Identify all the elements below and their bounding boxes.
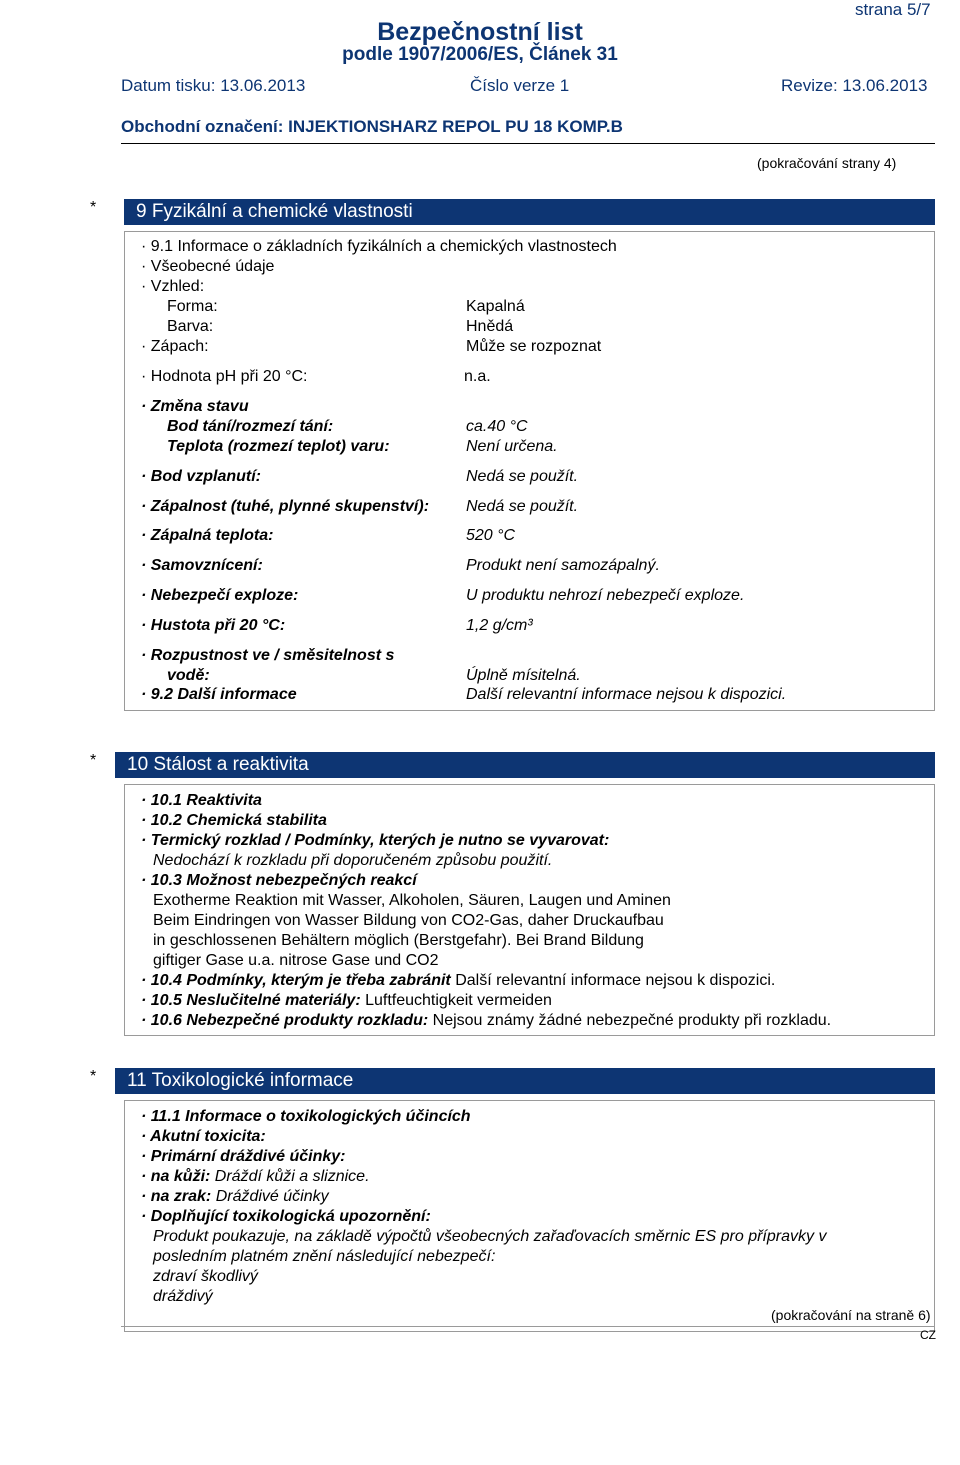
language-code: CZ xyxy=(920,1328,936,1342)
s11-primary: · Primární dráždivé účinky: xyxy=(141,1148,346,1165)
s9-ph-value: n.a. xyxy=(464,368,491,385)
s11-additional-line-1: Produkt poukazuje, na základě výpočtů všeobecných zařaďovacích směrnic ES pro přípravky v xyxy=(153,1228,827,1245)
s10-products xyxy=(141,1012,831,1030)
version-number: Číslo verze 1 xyxy=(470,76,570,95)
header-divider xyxy=(121,143,935,144)
s10-incompatible-value: Luftfeuchtigkeit vermeiden xyxy=(360,992,552,1009)
s9-general: · Všeobecné údaje xyxy=(141,258,275,275)
s11-eyes-label: · na zrak: xyxy=(141,1188,212,1205)
s11-skin xyxy=(141,1168,370,1186)
document-title: Bezpečnostní list xyxy=(377,18,583,46)
document-subtitle: podle 1907/2006/ES, Článek 31 xyxy=(342,44,618,65)
s9-boiling-value: Není určena. xyxy=(466,438,558,455)
s9-flash-value: Nedá se použít. xyxy=(466,468,579,485)
s9-boiling-label: Teplota (rozmezí teplot) varu: xyxy=(167,438,390,455)
s11-harmful: zdraví škodlivý xyxy=(153,1268,258,1285)
revision-marker: * xyxy=(90,199,97,216)
s9-water-value: Úplně mísitelná. xyxy=(466,667,581,684)
s9-other-value: Další relevantní informace nejsou k dispozici. xyxy=(466,686,787,703)
revision-marker-10: * xyxy=(90,752,97,769)
s9-odor-value: Může se rozpoznat xyxy=(466,338,602,355)
s9-ignition-value: 520 °C xyxy=(466,527,516,544)
s9-solubility-label: · Rozpustnost ve / směsitelnost s xyxy=(141,647,395,664)
s11-skin-label: · na kůži: xyxy=(141,1168,211,1185)
s10-products-label: · 10.6 Nebezpečné produkty rozkladu: xyxy=(141,1012,429,1029)
s10-decomposition-text: Nedochází k rozkladu při doporučeném způsobu použití. xyxy=(153,852,553,869)
s10-conditions xyxy=(141,972,775,990)
s10-conditions-value: Další relevantní informace nejsou k dispozici. xyxy=(450,972,776,989)
s9-density-value: 1,2 g/cm³ xyxy=(466,617,533,634)
s11-skin-value: Dráždí kůži a sliznice. xyxy=(210,1168,370,1185)
s10-reactions-line-1: Exotherme Reaktion mit Wasser, Alkoholen, Säuren, Laugen und Aminen xyxy=(153,892,671,909)
s9-selfign-value: Produkt není samozápalný. xyxy=(466,557,660,574)
s9-flammability-value: Nedá se použít. xyxy=(466,498,579,515)
s11-eyes-value: Dráždivé účinky xyxy=(211,1188,329,1205)
revision-date: Revize: 13.06.2013 xyxy=(781,76,928,95)
s10-products-value: Nejsou známy žádné nebezpečné produkty při rozkladu. xyxy=(428,1012,832,1029)
revision-marker-11: * xyxy=(90,1068,97,1085)
s10-reactions-line-4: giftiger Gase u.a. nitrose Gase und CO2 xyxy=(153,952,439,969)
s11-additional: · Doplňující toxikologická upozornění: xyxy=(141,1208,431,1225)
section-10-heading xyxy=(115,752,935,778)
s9-form-value: Kapalná xyxy=(466,298,525,315)
s11-acute: · Akutní toxicita: xyxy=(141,1128,266,1145)
s10-reactivity: · 10.1 Reaktivita xyxy=(141,792,262,809)
s9-color-value: Hnědá xyxy=(466,318,514,335)
s9-water-label: vodě: xyxy=(167,667,210,684)
s9-melting-value: ca.40 °C xyxy=(466,418,528,435)
s9-color-label: Barva: xyxy=(167,318,214,335)
s9-flammability-label: · Zápalnost (tuhé, plynné skupenství): xyxy=(141,498,430,515)
s9-ph-label: · Hodnota pH při 20 °C: xyxy=(141,368,308,385)
s9-form-label: Forma: xyxy=(167,298,218,315)
print-date: Datum tisku: 13.06.2013 xyxy=(121,76,306,95)
s10-incompatible-label: · 10.5 Neslučitelné materiály: xyxy=(141,992,361,1009)
s9-flash-label: · Bod vzplanutí: xyxy=(141,468,261,485)
s9-state-change: · Změna stavu xyxy=(141,398,249,415)
s9-other-label: · 9.2 Další informace xyxy=(141,686,297,703)
s9-heading-91: · 9.1 Informace o základních fyzikálních a chemických vlastnostech xyxy=(141,238,617,255)
s10-reactions-line-2: Beim Eindringen von Wasser Bildung von CO2-Gas, daher Druckaufbau xyxy=(153,912,664,929)
s11-toxic-info: · 11.1 Informace o toxikologických účincích xyxy=(141,1108,471,1125)
section-11-heading xyxy=(115,1068,935,1094)
continued-to: (pokračování na straně 6) xyxy=(771,1307,931,1323)
section-11-title: 11 Toxikologické informace xyxy=(127,1070,354,1091)
section-9-heading xyxy=(124,199,935,225)
s9-melting-label: Bod tání/rozmezí tání: xyxy=(167,418,334,435)
s9-explosion-value: U produktu nehrozí nebezpečí exploze. xyxy=(466,587,745,604)
s10-conditions-label: · 10.4 Podmínky, kterým je třeba zabránit xyxy=(141,972,451,989)
s11-eyes xyxy=(141,1188,329,1206)
s9-density-label: · Hustota při 20 °C: xyxy=(141,617,286,634)
s9-appearance: · Vzhled: xyxy=(141,278,205,295)
continued-from: (pokračování strany 4) xyxy=(757,155,897,171)
s10-stability: · 10.2 Chemická stabilita xyxy=(141,812,327,829)
s11-irritant: dráždivý xyxy=(153,1288,213,1305)
trade-name: Obchodní označení: INJEKTIONSHARZ REPOL PU 18 KOMP.B xyxy=(121,117,623,136)
section-10-title: 10 Stálost a reaktivita xyxy=(127,754,309,775)
s9-ignition-label: · Zápalná teplota: xyxy=(141,527,274,544)
s11-additional-line-2: posledním platném znění následující nebezpečí: xyxy=(153,1248,496,1265)
s10-hazardous-reactions: · 10.3 Možnost nebezpečných reakcí xyxy=(141,872,417,889)
s9-selfign-label: · Samovznícení: xyxy=(141,557,263,574)
s9-odor-label: · Zápach: xyxy=(141,338,209,355)
s10-decomposition: · Termický rozklad / Podmínky, kterých je nutno se vyvarovat: xyxy=(141,832,610,849)
s10-reactions-line-3: in geschlossenen Behältern möglich (Berstgefahr). Bei Brand Bildung xyxy=(153,932,644,949)
s10-incompatible xyxy=(141,992,552,1010)
footer-divider xyxy=(121,1326,935,1327)
s9-explosion-label: · Nebezpečí exploze: xyxy=(141,587,299,604)
page-number: strana 5/7 xyxy=(855,0,931,19)
section-9-title: 9 Fyzikální a chemické vlastnosti xyxy=(136,201,413,222)
